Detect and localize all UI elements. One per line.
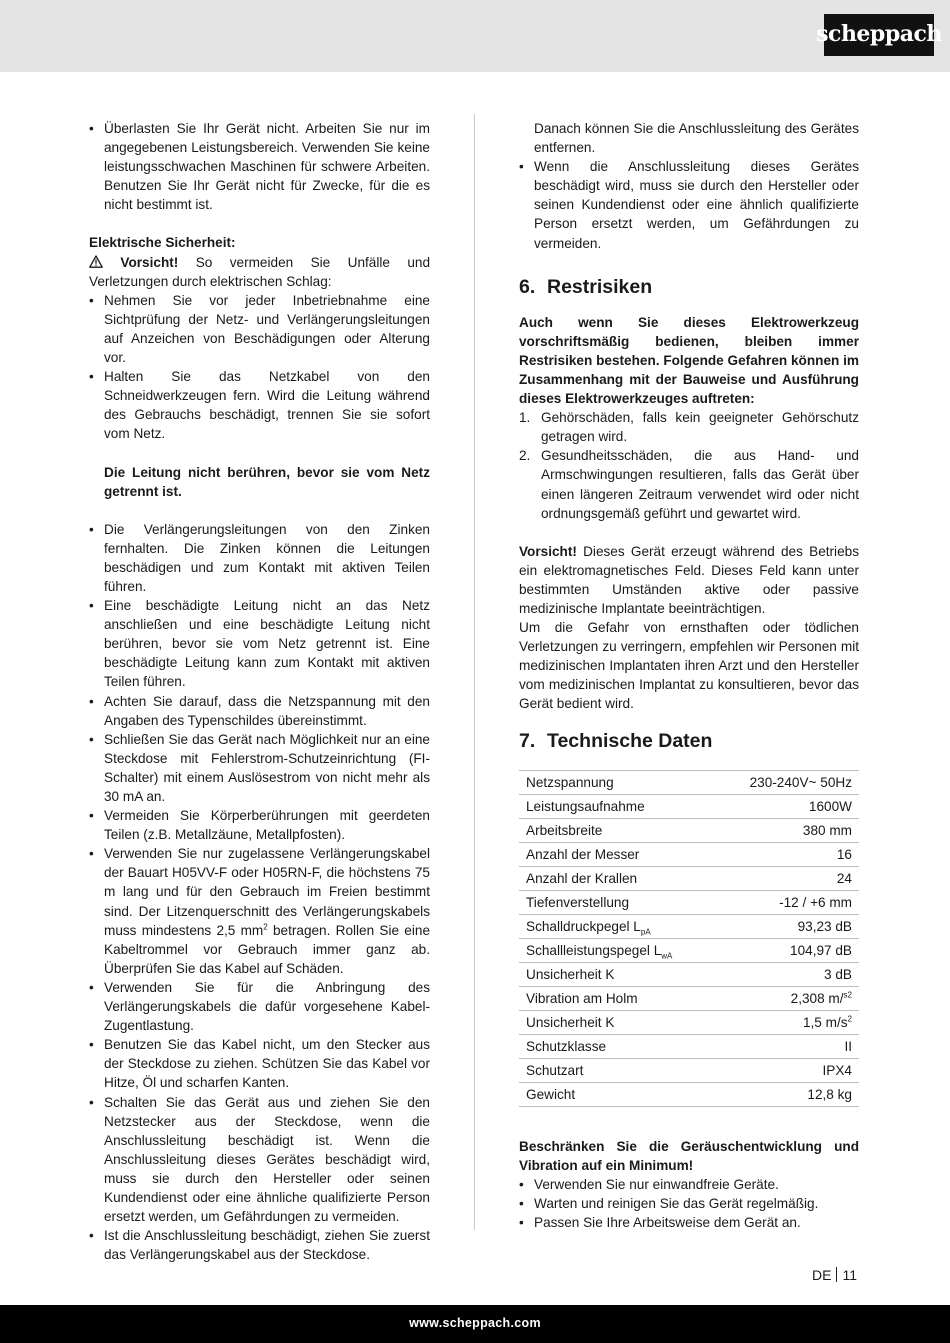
table-row (519, 962, 859, 986)
cable-replacement-list (519, 157, 859, 252)
spec-value-text: 1,5 m/s (802, 1014, 848, 1030)
spec-value: IPX4 (716, 1058, 859, 1082)
spec-value: 230-240V~ 50Hz (716, 770, 859, 794)
section-number: 6. (519, 275, 536, 298)
list-item: • Achten Sie darauf, dass die Netzspannung mit den Angaben des Typenschildes übereinstimmt. (89, 692, 430, 730)
spec-label: Leistungsaufnahme (519, 794, 716, 818)
table-row (519, 842, 859, 866)
list-item (519, 408, 859, 446)
table-row (519, 1034, 859, 1058)
spec-label-text: Schalldruckpegel L (526, 918, 641, 934)
section-number: 7. (519, 729, 536, 752)
list-item: • Nehmen Sie vor jeder Inbetriebnahme eine Sichtprüfung der Netz- und Verlängerungsleitungen auf Anzeichen von Beschädigungen oder Alterung vor. (89, 291, 430, 367)
spec-value: 104,97 dB (716, 938, 859, 962)
spec-value: 24 (716, 866, 859, 890)
spec-label-text: Schallleistungspegel L (526, 942, 662, 958)
spec-value: 3 dB (716, 962, 859, 986)
list-item: • Schalten Sie das Gerät aus und ziehen Sie den Netzstecker aus der Steckdose, wenn die Anschlussleitung beschädigt ist. Wenn die Anschlussleitung dieses Gerätes beschädigt wird, muss sie durch den Hersteller oder seinen Kundendienst oder eine ähnliche qualifizierte Person ersetzt werden, um Gefährdungen zu vermeiden. (89, 1093, 430, 1227)
section-6-heading (519, 275, 859, 303)
caution-text: Dieses Gerät erzeugt während des Betriebs ein elektromagnetisches Feld. Dieses Feld kann unter bestimmten Umständen aktive oder passive medizinische Implantate beeinträchtigen. (519, 543, 859, 616)
item-text: Gehörschäden, falls kein geeigneter Gehörschutz getragen wird. (541, 410, 859, 445)
residual-risk-intro: Auch wenn Sie dieses Elektrowerkzeug vorschriftsmäßig bedienen, bleiben immer Restrisiken bestehen. Folgende Gefahren können im Zusammenhang mit der Bauweise und Ausführung dieses Elektrowerkzeuges auftreten: (519, 314, 859, 407)
list-item: • Wenn die Anschlussleitung dieses Gerätes beschädigt wird, muss sie durch den Hersteller oder seinen Kundendienst oder eine ähnlich qualifizierte Person ersetzt werden, um Gefährdungen zu vermeiden. (519, 157, 859, 252)
spec-label: Tiefenverstellung (519, 890, 716, 914)
spec-label: Anzahl der Messer (519, 842, 716, 866)
spec-value: 1600W (716, 794, 859, 818)
website-url[interactable]: www.scheppach.com (409, 1316, 541, 1331)
spec-value: 380 mm (716, 818, 859, 842)
residual-risk-list (519, 408, 859, 523)
section-7-heading (519, 729, 859, 757)
item-number: 1. (519, 410, 531, 426)
technical-data-table (519, 770, 859, 1107)
spec-label (519, 914, 716, 938)
caution-label: Vorsicht! (120, 254, 179, 270)
list-item (89, 844, 430, 978)
list-item: • Warten und reinigen Sie das Gerät regelmäßig. (519, 1194, 859, 1213)
list-item: • Verwenden Sie für die Anbringung des Verlängerungskabels die dafür vorgesehene Kabel-Zugentlastung. (89, 978, 430, 1035)
cable-text-a: Verwenden Sie nur zugelassene Verlängerungskabel der Bauart H05VV-F oder H05RN-F, die höchstens 75 m lang und für den Gebrauch im Freien bestimmt sind. Der Litzenquerschnitt des Verlängerungskabels muss mindestens 2,5 mm (104, 846, 430, 938)
list-item: • Passen Sie Ihre Arbeitsweise dem Gerät an. (519, 1213, 859, 1232)
list-item: • Halten Sie das Netzkabel von den Schneidwerkzeugen fern. Wird die Leitung während des Gebrauchs beschädigt, trennen Sie sie sofort vom Netz. (89, 367, 430, 443)
list-item: • Überlasten Sie Ihr Gerät nicht. Arbeiten Sie nur im angegebenen Leistungsbereich. Verwenden Sie keine leistungsschwachen Maschinen für schwere Arbeiten. Benutzen Sie Ihr Gerät nicht für Zwecke, für die es nicht bestimmt ist. (89, 119, 430, 214)
electrical-safety-heading: Elektrische Sicherheit: (89, 235, 236, 251)
subscript: pA (640, 927, 651, 937)
right-column (519, 119, 859, 1232)
spec-value: II (716, 1034, 859, 1058)
table-row (519, 914, 859, 938)
electrical-list-2 (89, 520, 430, 1265)
spec-label (519, 938, 716, 962)
spec-label: Schutzklasse (519, 1034, 716, 1058)
spec-label: Anzahl der Krallen (519, 866, 716, 890)
scheppach-logo: scheppach (824, 14, 934, 56)
spec-label: Netzspannung (519, 770, 716, 794)
list-item: • Die Verlängerungsleitungen von den Zinken fernhalten. Die Zinken können die Leitungen beschädigen und zum Kontakt mit aktiven Teilen führen. (89, 520, 430, 596)
noise-vibration-heading: Beschränken Sie die Geräuschentwicklung und Vibration auf ein Minimum! (519, 1138, 859, 1173)
page-number-value: 11 (842, 1267, 857, 1283)
header-band (0, 0, 950, 72)
list-item: • Ist die Anschlussleitung beschädigt, ziehen Sie zuerst das Verlängerungskabel aus der Steckdose. (89, 1226, 430, 1264)
caution-label: Vorsicht! (519, 543, 577, 559)
list-item: • Eine beschädigte Leitung nicht an das Netz anschließen und eine beschädigte Leitung nicht berühren, bevor sie vom Netz getrennt ist. Eine beschädigte Leitung kann zum Kontakt mit aktiven Teilen führen. (89, 596, 430, 691)
section-title: Technische Daten (547, 729, 713, 752)
left-column (89, 119, 430, 1264)
spec-value: -12 / +6 mm (716, 890, 859, 914)
section-title: Restrisiken (547, 275, 653, 298)
table-row (519, 1010, 859, 1034)
page-number (812, 1266, 857, 1285)
superscript: 2 (263, 922, 268, 932)
electrical-list-1 (89, 291, 430, 444)
spec-label: Unsicherheit K (519, 962, 716, 986)
noise-vibration-list (519, 1175, 859, 1232)
table-row (519, 986, 859, 1010)
table-row (519, 794, 859, 818)
list-item (519, 446, 859, 522)
spec-value (716, 986, 859, 1010)
list-item: • Benutzen Sie das Kabel nicht, um den Stecker aus der Steckdose zu ziehen. Schützen Sie das Kabel vor Hitze, Öl und scharfen Kanten. (89, 1035, 430, 1092)
electrical-caution-paragraph (89, 253, 430, 291)
list-item: • Schließen Sie das Gerät nach Möglichkeit nur an eine Steckdose mit Fehlerstrom-Schutzeinrichtung (FI-Schalter) mit einem Auslösestrom von nicht mehr als 30 mA an. (89, 730, 430, 806)
emf-caution-paragraph (519, 542, 859, 618)
table-row (519, 770, 859, 794)
continuation-text: Danach können Sie die Anschlussleitung des Gerätes entfernen. (534, 121, 859, 156)
overload-list (89, 119, 430, 214)
caution-text: So vermeiden Sie Unfälle und Verletzungen durch elektrischen Schlag: (89, 254, 431, 289)
spec-value: 12,8 kg (716, 1082, 859, 1106)
spec-value: 16 (716, 842, 859, 866)
table-row (519, 890, 859, 914)
spec-label: Vibration am Holm (519, 986, 716, 1010)
superscript: s2 (843, 990, 852, 999)
table-row (519, 1058, 859, 1082)
spec-value (716, 1010, 859, 1034)
spec-label: Unsicherheit K (519, 1010, 716, 1034)
list-item: • Verwenden Sie nur einwandfreie Geräte. (519, 1175, 859, 1194)
implant-paragraph: Um die Gefahr von ernsthaften oder tödlichen Verletzungen zu verringern, empfehlen wir Personen mit medizinischen Implantaten ihren Arzt und den Hersteller vom medizinischen Implantat zu konsultieren, bevor das Gerät bedient wird. (519, 620, 859, 712)
item-number: 2. (519, 448, 531, 464)
table-row (519, 938, 859, 962)
cable-text-b: betragen. Rollen Sie eine Kabeltrommel vor Gebrauch immer ganz ab. Überprüfen Sie das Kabel auf Schäden. (104, 922, 431, 976)
spec-value: 93,23 dB (716, 914, 859, 938)
item-text: Gesundheitsschäden, die aus Hand- und Armschwingungen resultieren, falls das Gerät über einen längeren Zeitraum verwendet wird oder nicht ordnungsgemäß geführt und gewartet wird. (541, 448, 859, 521)
warning-triangle-icon (89, 255, 103, 268)
spec-value-text: 2,308 m/ (790, 990, 844, 1006)
footer-band (0, 1305, 950, 1343)
table-row (519, 866, 859, 890)
page-number-separator (836, 1267, 837, 1282)
superscript: 2 (847, 1014, 852, 1023)
bold-warning-note: Die Leitung nicht berühren, bevor sie vom Netz getrennt ist. (104, 464, 430, 499)
list-item: • Vermeiden Sie Körperberührungen mit geerdeten Teilen (z.B. Metallzäune, Metallpfosten). (89, 806, 430, 844)
subscript: wA (661, 951, 673, 961)
table-row (519, 1082, 859, 1106)
column-divider (474, 114, 475, 1230)
spec-label: Schutzart (519, 1058, 716, 1082)
language-code: DE (812, 1267, 832, 1283)
spec-label: Arbeitsbreite (519, 818, 716, 842)
spec-label: Gewicht (519, 1082, 716, 1106)
table-row (519, 818, 859, 842)
